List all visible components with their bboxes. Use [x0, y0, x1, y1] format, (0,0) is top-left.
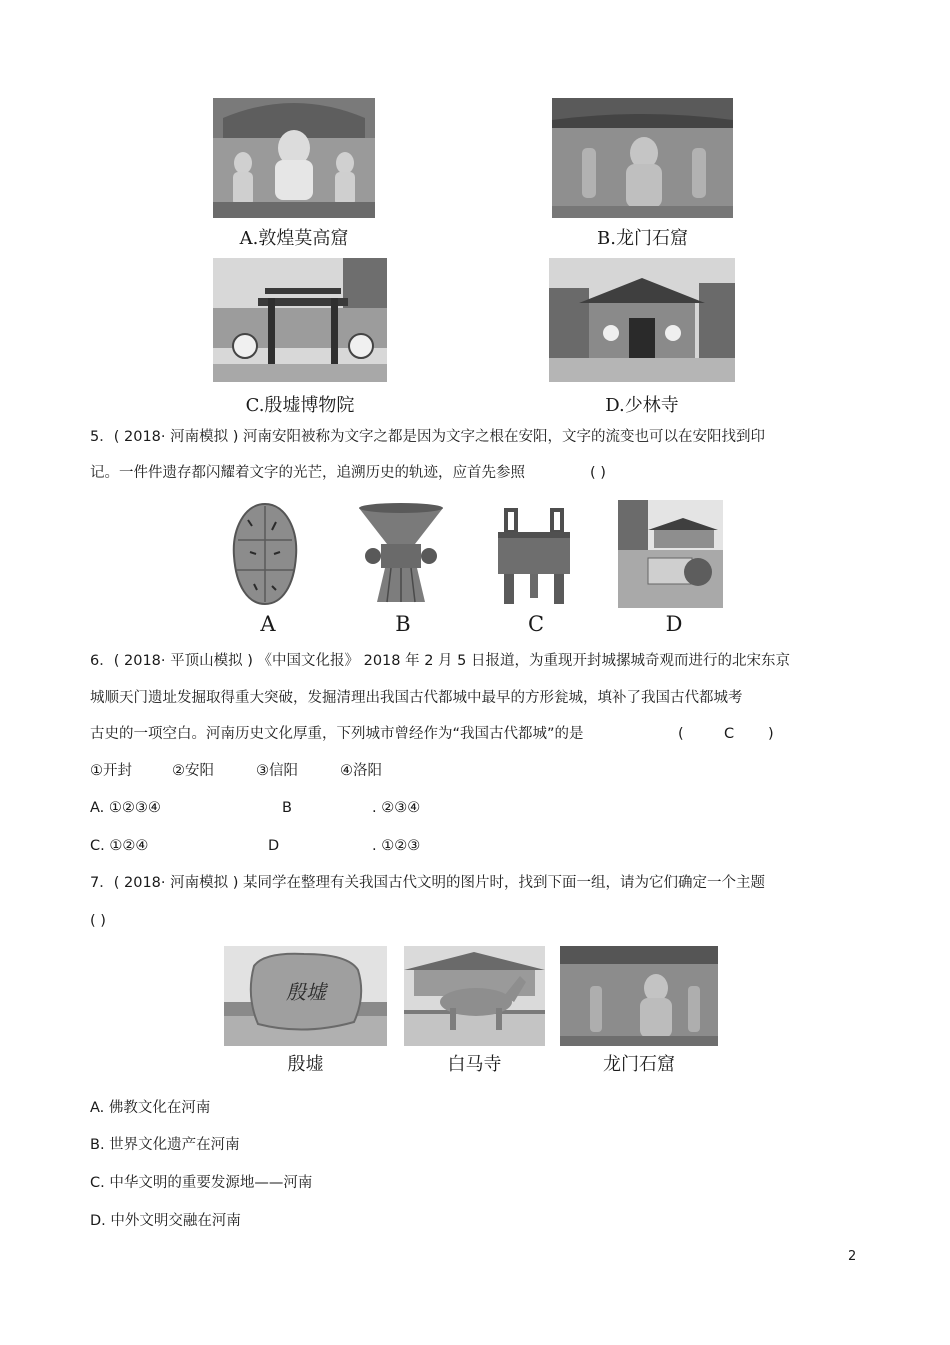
shaolin-temple-photo [549, 258, 735, 382]
yinxu-museum-photo [213, 258, 387, 382]
q6-option-c: C. ①②④ [90, 838, 149, 854]
q6-option-b: . ②③④ [372, 800, 421, 816]
option-a-caption: A.敦煌莫高窟 [239, 228, 349, 249]
q5-label-b: B [395, 612, 411, 636]
q6-text-line1: 6．( 2018· 平顶山模拟 ) 《中国文化报》 2018 年 2 月 5 日报道，为重现开封城摞城奇观而进行的北宋东京 [90, 653, 790, 669]
q7-caption-longmen: 龙门石窟 [603, 1054, 675, 1075]
dunhuang-mogao-photo [213, 98, 375, 218]
page-number: 2 [848, 1249, 857, 1264]
q5-label-c: C [527, 612, 545, 636]
q6-option-d-letter: D [268, 838, 280, 854]
q6-item-1: ①开封 [90, 763, 132, 779]
q5-text-line1: 5．( 2018· 河南模拟 ) 河南安阳被称为文字之都是因为文字之根在安阳，文字的流变也可以在安阳找到印 [90, 429, 765, 445]
q7-option-a: A. 佛教文化在河南 [90, 1100, 211, 1116]
q6-text-line3: 古史的一项空白。河南历史文化厚重，下列城市曾经作为“我国古代都城”的是 [90, 726, 584, 742]
white-horse-temple-photo [404, 946, 545, 1046]
bronze-ding-photo [492, 506, 576, 608]
q7-option-c: C. 中华文明的重要发源地——河南 [90, 1175, 313, 1191]
longmen-grottoes-photo-q7 [560, 946, 718, 1046]
q7-caption-baima: 白马寺 [447, 1054, 502, 1075]
q5-label-d: D [665, 612, 683, 636]
q5-answer-paren: ( ) [590, 465, 606, 481]
q6-item-3: ③信阳 [256, 763, 298, 779]
option-d-caption: D.少林寺 [605, 395, 679, 416]
q7-answer-paren: ( ) [90, 913, 106, 929]
q6-text-line2: 城顺天门遗址发掘取得重大突破，发掘清理出我国古代都城中最早的方形瓮城，填补了我国古代都城考 [90, 690, 743, 706]
option-b-caption: B.龙门石窟 [597, 228, 688, 249]
longmen-grottoes-photo [552, 98, 733, 218]
oracle-bone-photo [226, 500, 304, 608]
q6-option-b-letter: B [282, 800, 292, 816]
q6-paren-close: ) [768, 726, 774, 742]
q6-item-2: ②安阳 [172, 763, 214, 779]
q7-option-b: B. 世界文化遗产在河南 [90, 1137, 240, 1153]
q7-caption-yinxu: 殷墟 [287, 1054, 324, 1075]
q5-text-line2: 记。一件件遗存都闪耀着文字的光芒，追溯历史的轨迹，应首先参照 [90, 465, 525, 481]
bronze-zun-photo [355, 502, 447, 608]
q6-answer: C [724, 726, 735, 742]
yinxu-site-photo [618, 500, 723, 608]
q6-option-a: A. ①②③④ [90, 800, 161, 816]
q7-option-d: D. 中外文明交融在河南 [90, 1213, 241, 1229]
q7-text-line1: 7．( 2018· 河南模拟 ) 某同学在整理有关我国古代文明的图片时，找到下面一组，请为它们确定一个主题 [90, 875, 765, 891]
q5-label-a: A [260, 612, 276, 636]
yinxu-stone-inscription: 殷墟 [286, 980, 326, 1004]
q6-paren-open: ( [678, 726, 684, 742]
q6-option-d: . ①②③ [372, 838, 421, 854]
q6-item-4: ④洛阳 [340, 763, 382, 779]
option-c-caption: C.殷墟博物院 [245, 395, 355, 416]
